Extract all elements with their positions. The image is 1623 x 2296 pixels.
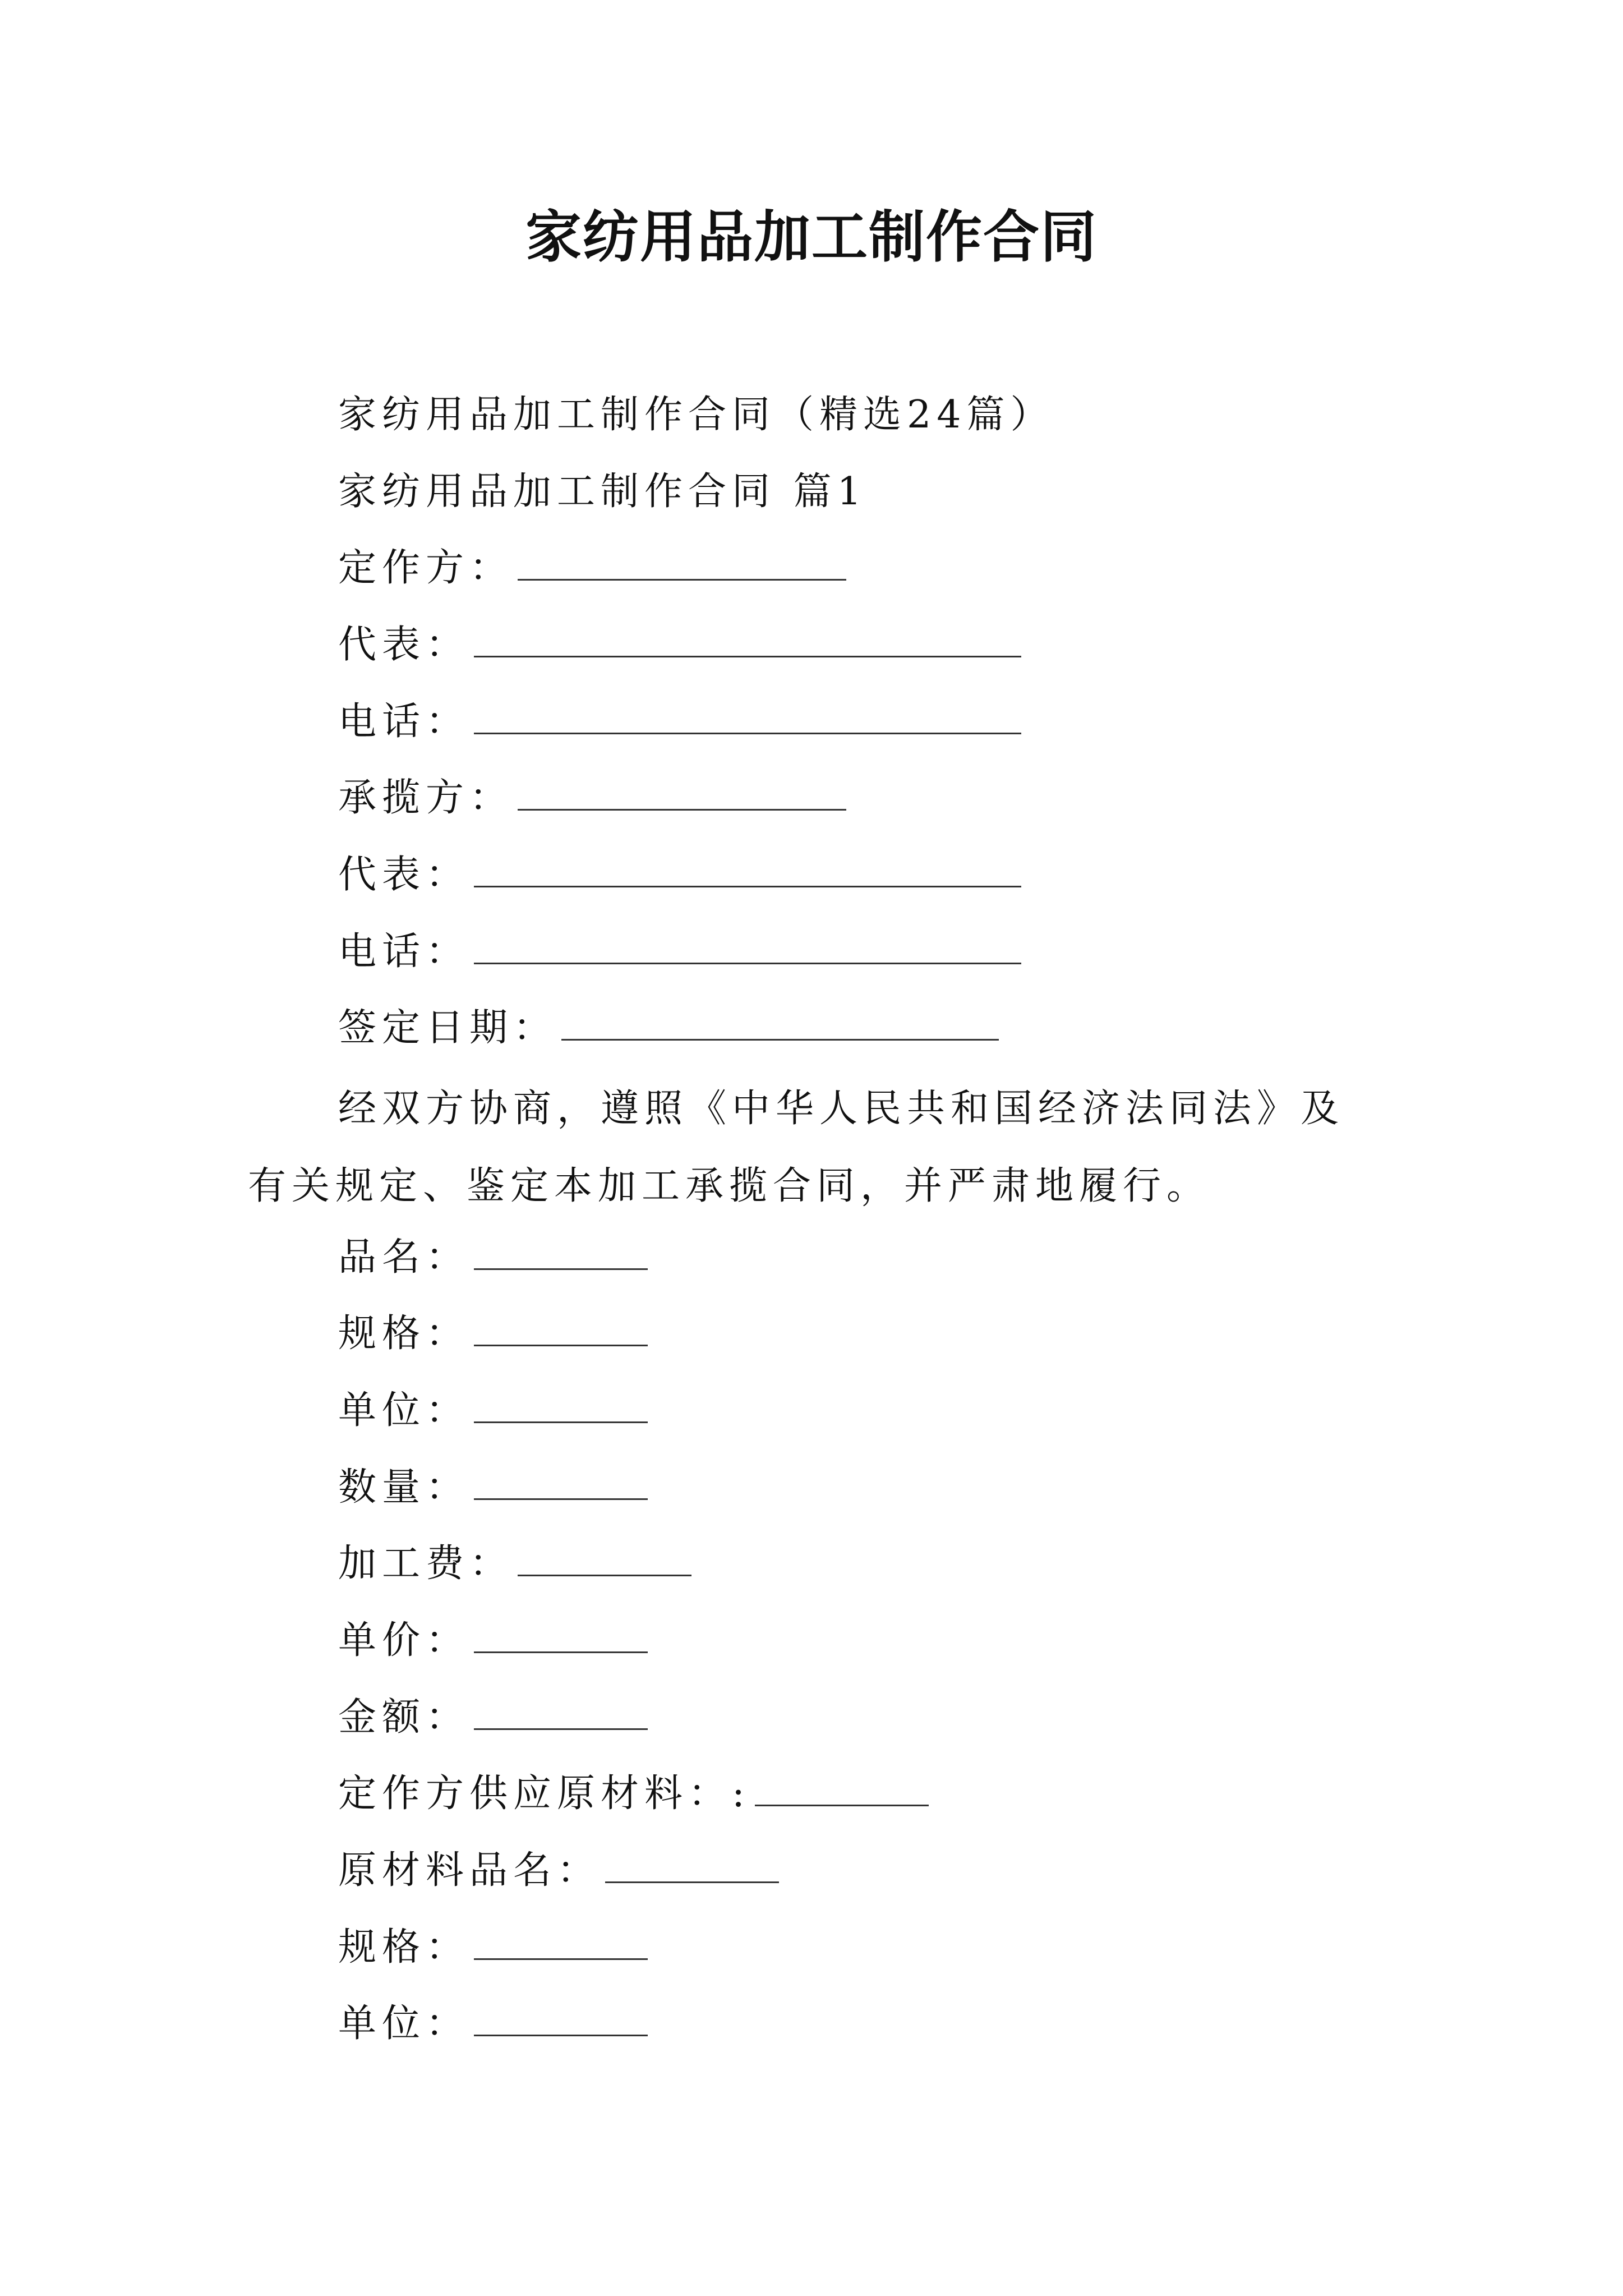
contractor-rep-line bbox=[338, 614, 1021, 676]
contractor-phone-blank bbox=[474, 703, 1021, 734]
processor-phone-line bbox=[338, 921, 1021, 983]
processor-line bbox=[338, 767, 846, 829]
sign-date-line bbox=[338, 997, 999, 1059]
contractor-line bbox=[338, 537, 846, 599]
raw-material-name-line bbox=[338, 1840, 779, 1902]
processor-rep-line bbox=[338, 844, 1021, 906]
unit-price-blank bbox=[474, 1622, 648, 1653]
raw-spec-blank bbox=[474, 1929, 648, 1960]
document-title: 家纺用品加工制作合同 bbox=[525, 204, 1098, 270]
raw-spec-line bbox=[338, 1917, 648, 1978]
raw-material-supply-line bbox=[338, 1763, 929, 1825]
processor-phone-label: 电话： bbox=[338, 930, 470, 974]
unit-line bbox=[338, 1380, 648, 1442]
sign-date-label: 签定日期： bbox=[338, 1006, 557, 1050]
intro-paragraph bbox=[248, 1070, 1381, 1225]
product-name-line bbox=[338, 1227, 648, 1289]
processing-fee-line bbox=[338, 1533, 691, 1595]
processor-label: 承揽方： bbox=[338, 776, 514, 820]
unit-price-line bbox=[338, 1610, 648, 1672]
document-subtitle: 家纺用品加工制作合同（精选24篇） bbox=[338, 393, 1054, 437]
amount-label: 金额： bbox=[338, 1695, 470, 1740]
amount-line bbox=[338, 1687, 648, 1749]
unit-price-label: 单价： bbox=[338, 1618, 470, 1663]
processor-blank bbox=[518, 780, 846, 811]
contractor-rep-label: 代表： bbox=[338, 623, 470, 667]
quantity-blank bbox=[474, 1469, 648, 1500]
section-heading: 家纺用品加工制作合同 篇1 bbox=[338, 470, 867, 514]
sign-date-blank bbox=[561, 1010, 999, 1041]
quantity-line bbox=[338, 1457, 648, 1519]
unit-blank bbox=[474, 1392, 648, 1423]
raw-material-name-label: 原材料品名： bbox=[338, 1848, 601, 1893]
product-name-blank bbox=[474, 1239, 648, 1270]
processing-fee-blank bbox=[518, 1545, 691, 1576]
processor-rep-blank bbox=[474, 857, 1021, 887]
raw-material-supply-blank bbox=[755, 1775, 929, 1806]
raw-material-name-blank bbox=[605, 1852, 779, 1883]
spec-label: 规格： bbox=[338, 1312, 470, 1356]
amount-blank bbox=[474, 1699, 648, 1730]
intro-paragraph-text: 经双方协商，遵照《中华人民共和国经济法同法》及有关规定、鉴定本加工承揽合同，并严肃地履行。 bbox=[248, 1087, 1345, 1208]
quantity-label: 数量： bbox=[338, 1465, 470, 1510]
processing-fee-label: 加工费： bbox=[338, 1542, 514, 1586]
processor-phone-blank bbox=[474, 933, 1021, 964]
raw-unit-line bbox=[338, 1993, 648, 2055]
contractor-phone-line bbox=[338, 691, 1021, 753]
contractor-phone-label: 电话： bbox=[338, 700, 470, 744]
raw-unit-blank bbox=[474, 2005, 648, 2036]
contractor-blank bbox=[518, 550, 846, 581]
processor-rep-label: 代表： bbox=[338, 853, 470, 897]
contractor-rep-blank bbox=[474, 627, 1021, 657]
unit-label: 单位： bbox=[338, 1388, 470, 1433]
contractor-label: 定作方： bbox=[338, 546, 514, 590]
raw-spec-label: 规格： bbox=[338, 1925, 470, 1970]
spec-blank bbox=[474, 1315, 648, 1346]
product-name-label: 品名： bbox=[338, 1235, 470, 1280]
spec-line bbox=[338, 1303, 648, 1365]
raw-material-supply-label: 定作方供应原材料：: bbox=[338, 1772, 750, 1816]
raw-unit-label: 单位： bbox=[338, 2001, 470, 2046]
